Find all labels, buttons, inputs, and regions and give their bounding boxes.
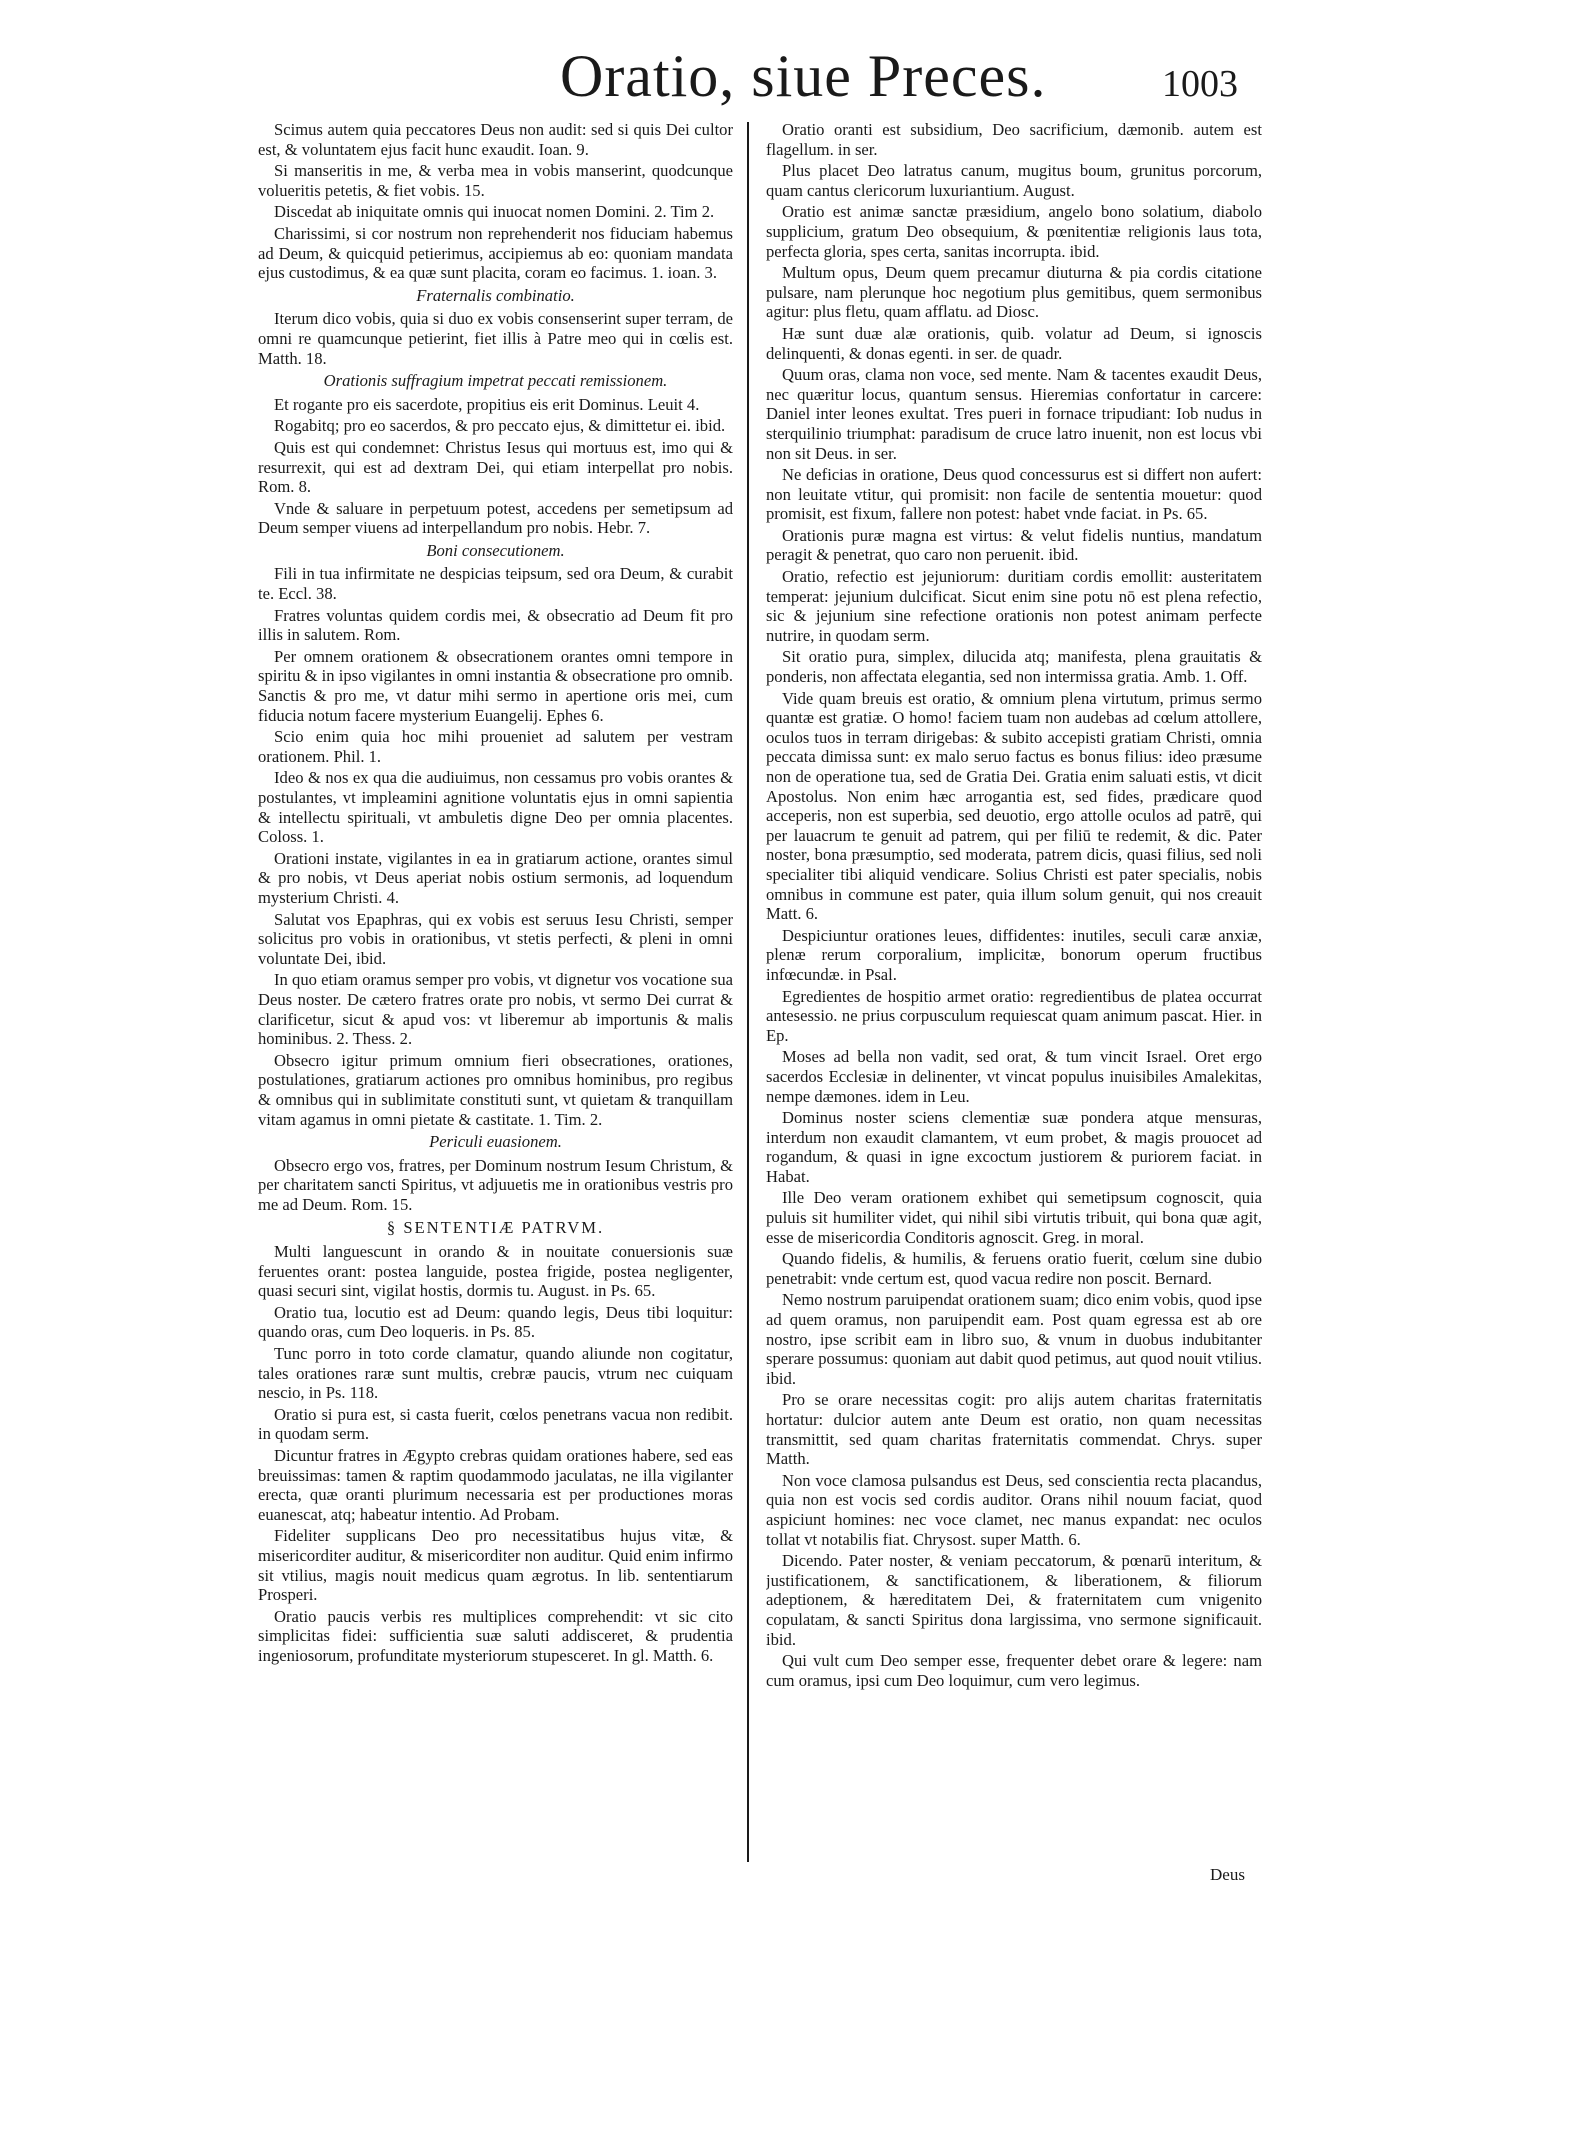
paragraph: Vnde & saluare in perpetuum potest, accedens per semetipsum ad Deum semper viuens ad interpellandum pro nobis. Hebr. 7. xyxy=(258,498,733,538)
paragraph: Hæ sunt duæ alæ orationis, quib. volatur ad Deum, si ignoscis delinquenti, & donas egenti. in ser. de quadr. xyxy=(766,323,1262,363)
paragraph: Pro se orare necessitas cogit: pro alijs autem charitas fraternitatis hortatur: dulcior autem ante Deum est oratio, non quam necessitas transmittit, sed quam charitas fraternitatis commendat. Chrys. super Matth. xyxy=(766,1390,1262,1469)
paragraph: Non voce clamosa pulsandus est Deus, sed conscientia recta placandus, quia non est vocis sed cordis auditor. Orans nihil nouum faciat, quod aspiciunt homines: nec voce clamet, nec manus expandat: nec oculos tollat vt notabilis fiat. Chrysost. super Matth. 6. xyxy=(766,1470,1262,1549)
paragraph: Scio enim quia hoc mihi proueniet ad salutem per vestram orationem. Phil. 1. xyxy=(258,727,733,766)
paragraph: Plus placet Deo latratus canum, mugitus boum, grunitus porcorum, quam cantus clericorum luxuriantium. August. xyxy=(766,161,1262,200)
catchword: Deus xyxy=(1210,1865,1245,1884)
paragraph: Moses ad bella non vadit, sed orat, & tum vincit Israel. Oret ergo sacerdos Ecclesiæ in delinenter, vt vincat populus inuisibiles Amalekitas, nempe dæmones. idem in Leu. xyxy=(766,1047,1262,1106)
paragraph: Ideo & nos ex qua die audiuimus, non cessamus pro vobis orantes & postulantes, vt impleamini agnitione voluntatis ejus in omni sapientia & intellectu spirituali, vt ambuletis digne Deo per omnia placentes. Coloss. 1. xyxy=(258,768,733,847)
paragraph: Vide quam breuis est oratio, & omnium plena virtutum, primus sermo quantæ est gratiæ. O homo! faciem tuam non audebas ad cœlum attollere, oculos tuos in terram dirigebas: & subito accepisti gratiam Christi, omnia peccata dimissa sunt: ex malo seruo factus es bonus filius: ideo præsume non de operatione tua, sed de Gratia Dei. Gratia enim saluati estis, vt dicit Apostolus. Non enim hæc arrogantia est, sed fides, prædicare quod acceperis, non est superbia, sed deuotio, ergo attolle oculos ad patrē, qui per lauacrum te genuit ad patrem, qui per filiū te redemit, & dic. Pater noster, bona præsumptio, sed moderata, patrem dicis, quasi filius, sed noli specialiter tibi aliquid vendicare. Solius Christi est pater specialis, nobis omnibus in commune est pater, quia illum solum genuit, qui nos creauit Matt. 6. xyxy=(766,688,1262,924)
paragraph: Scimus autem quia peccatores Deus non audit: sed si quis Dei cultor est, & voluntatem ejus facit hunc exaudit. Ioan. 9. xyxy=(258,120,733,159)
paragraph: Qui vult cum Deo semper esse, frequenter debet orare & legere: nam cum oramus, ipsi cum Deo loquimur, cum vero legimus. xyxy=(766,1651,1262,1690)
paragraph: Ille Deo veram orationem exhibet qui semetipsum cognoscit, quia puluis sit humiliter videt, qui nihil sibi virtutis tribuit, qui bona quæ agit, esse de misericordia Conditoris agnoscit. Greg. in moral. xyxy=(766,1188,1262,1247)
paragraph: Egredientes de hospitio armet oratio: regredientibus de platea occurrat antesessio. ne prius corpusculum requiescat quam animum pascat. Hier. in Ep. xyxy=(766,986,1262,1045)
paragraph: Per omnem orationem & obsecrationem orantes omni tempore in spiritu & in ipso vigilantes in omni instantia & obsecratione pro omnib. Sanctis & pro me, vt datur mihi sermo in apertione oris mei, cum fiducia notum facere mysterium Euangelij. Ephes 6. xyxy=(258,646,733,725)
right-column xyxy=(766,120,1262,1692)
page-header xyxy=(0,0,1573,130)
left-column xyxy=(258,120,733,1668)
paragraph: Discedat ab iniquitate omnis qui inuocat nomen Domini. 2. Tim 2. xyxy=(274,202,715,222)
paragraph: Quando fidelis, & humilis, & feruens oratio fuerit, cœlum sine dubio penetrabit: vnde certum est, quod vacua redire non poscit. Bernard. xyxy=(766,1249,1262,1288)
paragraph: Fratres voluntas quidem cordis mei, & obsecratio ad Deum fit pro illis in salutem. Rom. xyxy=(258,605,733,645)
paragraph: Oratio tua, locutio est ad Deum: quando legis, Deus tibi loquitur: quando oras, cum Deo loqueris. in Ps. 85. xyxy=(258,1302,733,1342)
paragraph: Multi languescunt in orando & in nouitate conuersionis suæ feruentes orant: postea languide, postea frigide, postea negligenter, quasi securi sint, vigilat hostis, dormis tu. August. in Ps. 65. xyxy=(258,1242,733,1301)
paragraph: Et rogante pro eis sacerdote, propitius eis erit Dominus. Leuit 4. xyxy=(274,394,700,414)
paragraph: Iterum dico vobis, quia si duo ex vobis consenserint super terram, de omni re quamcunque petierint, fiet illis à Patre meo qui in cœlis est. Matth. 18. xyxy=(258,309,733,368)
paragraph: Quum oras, clama non voce, sed mente. Nam & tacentes exaudit Deus, nec quæritur locus, quantum sensus. Hieremias confortatur in carcere: Daniel inter leones exultat. Tres pueri in fornace tripudiant: Iob nudus in sterquilinio triumphat: paradisum de cruce latro inuenit, non est locus vbi non sit Deus. in ser. xyxy=(766,365,1262,463)
paragraph: Nemo nostrum paruipendat orationem suam; dico enim vobis, quod ipse ad quem oramus, non paruipendit eam. Post quam egressa est ab ore nostro, ipse scribit eam in libro suo, & vnum in duobus indubitanter sperare possumus: quoniam aut dabit quod petimus, aut quod nouit vtilius. ibid. xyxy=(766,1290,1262,1388)
paragraph: Ne deficias in oratione, Deus quod concessurus est si differt non aufert: non leuitate vtitur, qui promisit: non facile de sententia mouetur: quod promisit, est fixum, fallere non potest: habet vnde faciat. in Ps. 65. xyxy=(766,465,1262,524)
paragraph: Fideliter supplicans Deo pro necessitatibus hujus vitæ, & misericorditer auditur, & misericorditer non auditur. Quid enim infirmo sit vtilius, magis nouit medicus quam ægrotus. In lib. sententiarum Prosperi. xyxy=(258,1526,733,1605)
paragraph: Fili in tua infirmitate ne despicias teipsum, sed ora Deum, & curabit te. Eccl. 38. xyxy=(258,564,733,604)
paragraph: Oratio oranti est subsidium, Deo sacrificium, dæmonib. autem est flagellum. in ser. xyxy=(766,120,1262,159)
paragraph: In quo etiam oramus semper pro vobis, vt dignetur vos vocatione sua Deus noster. De cætero fratres orate pro nobis, vt sermo Dei currat & clarificetur, sicut & apud vos: vt liberemur ab importunis & malis hominibus. 2. Thess. 2. xyxy=(258,970,733,1049)
running-title: Oratio, siue Preces. xyxy=(560,43,1047,109)
section-heading: Orationis suffragium impetrat peccati remissionem. xyxy=(323,371,668,391)
paragraph: Multum opus, Deum quem precamur diuturna & pia cordis citatione pulsare, nam plerunque hoc negotium plus gemitibus, quem sermonibus agitur: plus fletu, quam afflatu. ad Diosc. xyxy=(766,263,1262,322)
paragraph: Obsecro ergo vos, fratres, per Dominum nostrum Iesum Christum, & per charitatem sancti Spiritus, vt adjuuetis me in orationibus vestris pro me ad Deum. Rom. 15. xyxy=(258,1155,733,1214)
section-heading: Periculi euasionem. xyxy=(429,1132,562,1152)
paragraph: Oratio, refectio est jejuniorum: duritiam cordis emollit: austeritatem temperat: jejunium dulcificat. Sicut enim sine potu nō est plena refectio, sic & jejunium sine refectione orationis non potest animam perfecte nutrire, in quodam serm. xyxy=(766,567,1262,645)
paragraph: Oratio est animæ sanctæ præsidium, angelo bono solatium, diabolo supplicium, gratum Deo obsequium, & pœnitentiæ religionis laus tota, perfecta gloria, spes certa, sanitas incorrupta. ibid. xyxy=(766,202,1262,261)
paragraph: Si manseritis in me, & verba mea in vobis manserint, quodcunque volueritis petetis, & fiet vobis. 15. xyxy=(258,161,733,200)
paragraph: Dicendo. Pater noster, & veniam peccatorum, & pœnarū interitum, & justificationem, & sanctificationem, & liberationem, & filiorum adeptionem, & hæreditatem Dei, & fraternitatem cum vnigenito copulatam, & sancti Spiritus dona largissima, vno sermone significauit. ibid. xyxy=(766,1551,1262,1649)
paragraph: Despiciuntur orationes leues, diffidentes: inutiles, seculi caræ anxiæ, plenæ rerum corporalium, implicitæ, bonorum operum fructibus infœcundæ. in Psal. xyxy=(766,925,1262,984)
section-heading: Boni consecutionem. xyxy=(426,540,565,560)
paragraph: Quis est qui condemnet: Christus Iesus qui mortuus est, imo qui & resurrexit, qui est ad dextram Dei, qui etiam interpellat pro nobis. Rom. 8. xyxy=(258,437,733,497)
paragraph: Sit oratio pura, simplex, dilucida atq; manifesta, plena grauitatis & ponderis, non affectata elegantia, sed non intermissa gratia. Amb. 1. Off. xyxy=(766,647,1262,687)
column-divider xyxy=(747,122,749,1862)
paragraph: Salutat vos Epaphras, qui ex vobis est seruus Iesu Christi, semper solicitus pro vobis in orationibus, vt stetis perfecti, & pleni in omni voluntate Dei, ibid. xyxy=(258,909,733,968)
paragraph: Tunc porro in toto corde clamatur, quando aliunde non cogitatur, tales orationes raræ sunt multis, crebræ paucis, vtrum nec cuiquam nescio, in Ps. 118. xyxy=(258,1344,733,1403)
paragraph: Charissimi, si cor nostrum non reprehenderit nos fiduciam habemus ad Deum, & quicquid petierimus, accipiemus ab eo: quoniam mandata ejus custodimus, & ea quæ sunt placita, coram eo facimus. 1. ioan. 3. xyxy=(258,223,733,283)
section-title: § SENTENTIÆ PATRVM. xyxy=(386,1218,605,1238)
paragraph: Oratio paucis verbis res multiplices comprehendit: vt sic cito simplicitas fidei: sufficientia suæ saluti addisceret, & prudentia ingeniosorum, profunditate mysteriorum stupesceret. In gl. Matth. 6. xyxy=(258,1606,733,1665)
paragraph: Dicuntur fratres in Ægypto crebras quidam orationes habere, sed eas breuissimas: tamen & raptim quodammodo jaculatas, ne illa vigilanter erecta, quæ oranti plurimum necessaria est per productiones moras euanescat, atq; habeatur intentio. Ad Probam. xyxy=(258,1446,733,1524)
paragraph: Dominus noster sciens clementiæ suæ pondera atque mensuras, interdum non exaudit clamantem, vt eum probet, & magis prouocet ad rogandum, & quasi in igne excoctum justiorem & puriorem faciat. in Habat. xyxy=(766,1108,1262,1186)
paragraph: Orationi instate, vigilantes in ea in gratiarum actione, orantes simul & pro nobis, vt Deus aperiat nobis ostium sermonis, ad loquendum mysterium Christi. 4. xyxy=(258,848,733,907)
page-number: 1003 xyxy=(1162,63,1238,105)
section-heading: Fraternalis combinatio. xyxy=(416,285,575,305)
paragraph: Oratio si pura est, si casta fuerit, cœlos penetrans vacua non redibit. in quodam serm. xyxy=(258,1404,733,1444)
paragraph: Orationis puræ magna est virtus: & velut fidelis nuntius, mandatum peragit & penetrat, quo caro non peruenit. ibid. xyxy=(766,525,1262,565)
paragraph: Obsecro igitur primum omnium fieri obsecrationes, orationes, postulationes, gratiarum actiones pro omnibus hominibus, pro regibus & omnibus qui in sublimitate constituti sunt, vt quietam & tranquillam vitam agamus in omni pietate & castitate. 1. Tim. 2. xyxy=(258,1050,733,1129)
paragraph: Rogabitq; pro eo sacerdos, & pro peccato ejus, & dimittetur ei. ibid. xyxy=(274,416,726,436)
